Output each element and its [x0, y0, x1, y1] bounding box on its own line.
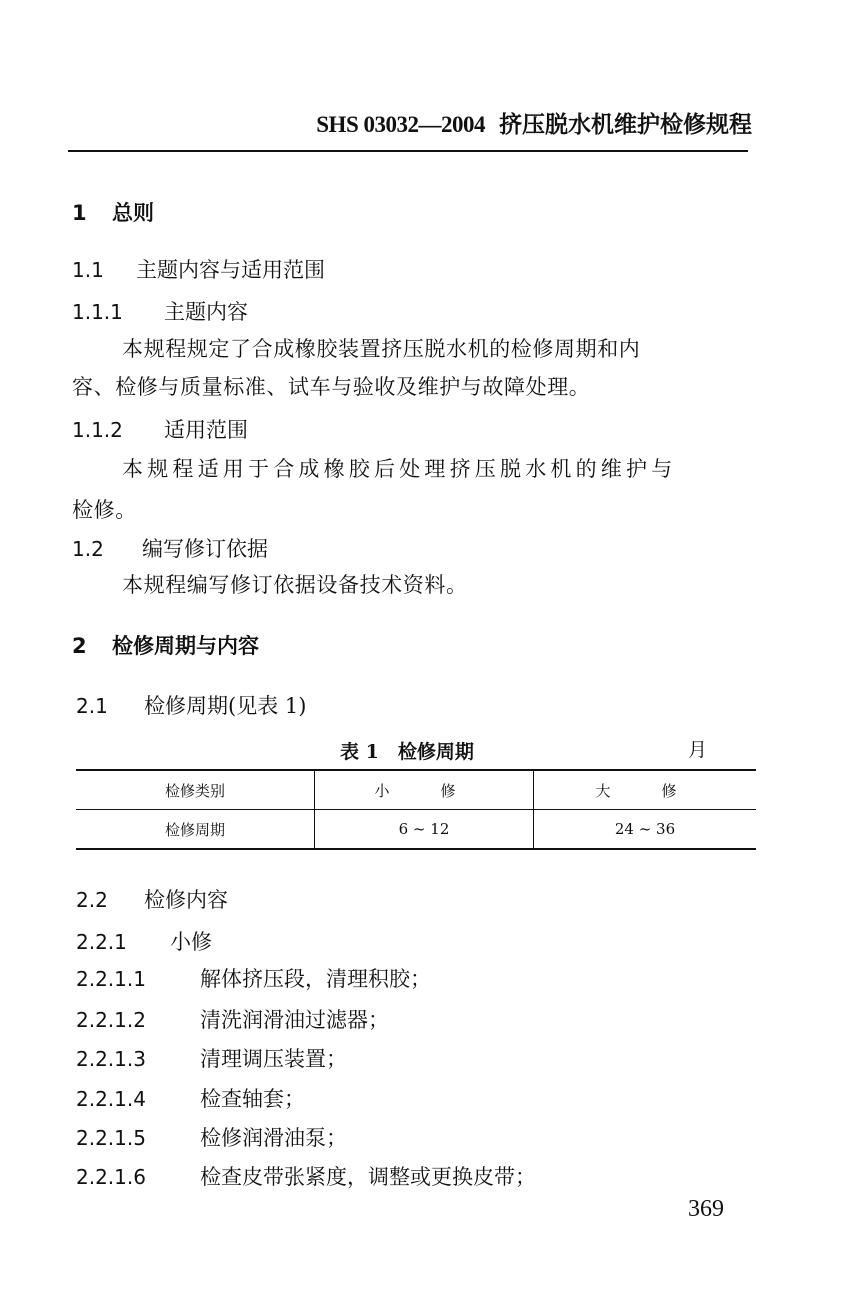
- section-title: 检修周期(见表 1): [144, 694, 307, 718]
- section-2-heading: [72, 630, 259, 660]
- section-2-1-heading: [76, 690, 306, 720]
- section-number: 2.2: [76, 888, 108, 912]
- section-2-2-heading: [76, 884, 228, 914]
- section-title: 总则: [112, 201, 154, 225]
- table-row: [76, 810, 756, 850]
- section-number: 1.1.2: [72, 418, 123, 442]
- table-header-cell: 大 修: [595, 781, 695, 800]
- item-text: 清洗润滑油过滤器；: [200, 1008, 389, 1032]
- section-title: 编写修订依据: [142, 537, 268, 561]
- item-text: 检查轴套；: [200, 1087, 305, 1111]
- table-cell: 检修周期: [76, 810, 315, 850]
- section-1-1-2-heading: [72, 414, 248, 444]
- section-number: 2.2.1: [76, 930, 127, 954]
- paragraph-line: 本规程规定了合成橡胶装置挤压脱水机的检修周期和内: [122, 337, 641, 361]
- maintenance-period-table: [76, 769, 756, 850]
- section-1-heading: [72, 197, 154, 227]
- section-number: 1.1.1: [72, 300, 123, 324]
- paragraph-line: 本规程适用于合成橡胶后处理挤压脱水机的维护与: [122, 457, 677, 481]
- paragraph-line: 检修。: [72, 498, 137, 522]
- section-number: 1.1: [72, 258, 104, 282]
- list-item: [76, 1122, 347, 1152]
- list-item: [76, 963, 431, 993]
- section-number: 2: [72, 634, 87, 658]
- item-number: 2.2.1.6: [76, 1165, 146, 1189]
- page-number: 369: [688, 1196, 724, 1222]
- section-title: 检修周期与内容: [112, 634, 259, 658]
- item-text: 解体挤压段，清理积胶；: [200, 967, 431, 991]
- header-rule: [68, 150, 748, 152]
- section-2-2-1-heading: [76, 926, 212, 956]
- section-1-1-heading: [72, 254, 325, 284]
- paragraph-line: 容、检修与质量标准、试车与验收及维护与故障处理。: [72, 375, 591, 399]
- list-item: [76, 1043, 347, 1073]
- section-number: 2.1: [76, 694, 108, 718]
- table-header-cell: 检修类别: [76, 770, 315, 810]
- list-item: [76, 1161, 536, 1191]
- item-number: 2.2.1.2: [76, 1008, 146, 1032]
- section-1-2-heading: [72, 533, 268, 563]
- section-title: 小修: [170, 930, 212, 954]
- table-header-cell: 小 修: [315, 770, 534, 810]
- item-text: 清理调压装置；: [200, 1047, 347, 1071]
- section-number: 1: [72, 201, 87, 225]
- section-title: 检修内容: [144, 888, 228, 912]
- running-header: [316, 106, 752, 139]
- item-text: 检修润滑油泵；: [200, 1126, 347, 1150]
- table-cell: 24 ~ 36: [614, 820, 676, 838]
- table-cell: 6 ~ 12: [315, 810, 534, 850]
- table-header-row: [76, 770, 756, 810]
- item-number: 2.2.1.3: [76, 1047, 146, 1071]
- table-unit: 月: [688, 739, 708, 761]
- section-title: 主题内容与适用范围: [136, 258, 325, 282]
- document-title: 挤压脱水机维护检修规程: [499, 111, 752, 138]
- section-number: 1.2: [72, 537, 104, 561]
- list-item: [76, 1083, 305, 1113]
- paragraph-line: 本规程编写修订依据设备技术资料。: [122, 573, 468, 597]
- item-number: 2.2.1.5: [76, 1126, 146, 1150]
- table-caption: 表 1 检修周期: [340, 741, 474, 763]
- item-number: 2.2.1.4: [76, 1087, 146, 1111]
- standard-code: SHS 03032—2004: [316, 112, 485, 137]
- section-title: 适用范围: [164, 418, 248, 442]
- item-number: 2.2.1.1: [76, 967, 146, 991]
- item-text: 检查皮带张紧度，调整或更换皮带；: [200, 1165, 536, 1189]
- section-title: 主题内容: [164, 300, 248, 324]
- section-1-1-1-heading: [72, 296, 248, 326]
- list-item: [76, 1004, 389, 1034]
